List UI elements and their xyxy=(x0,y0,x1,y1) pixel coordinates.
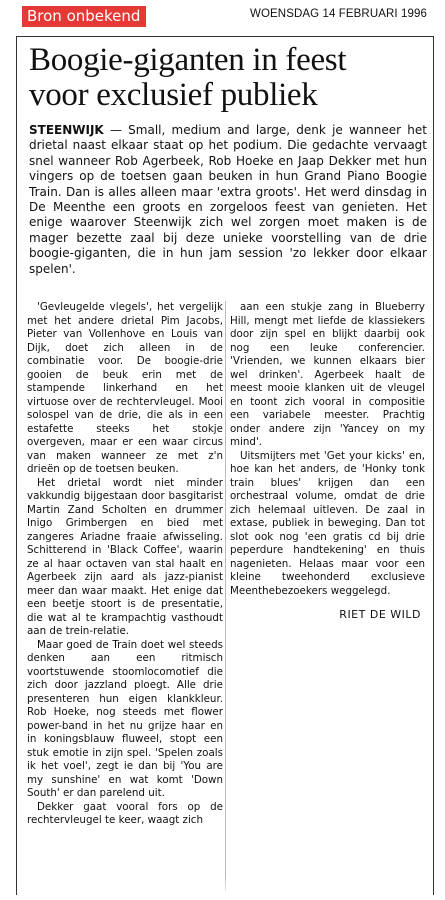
column-left xyxy=(27,301,223,828)
headline xyxy=(29,43,425,113)
source-label: Bron onbekend xyxy=(22,6,146,27)
lead-place: STEENWIJK xyxy=(29,123,104,137)
body-paragraph: 'Gevleugelde vlegels', het vergelijk met het andere drietal Pim Jacobs, Pieter van Vollenhove en Louis van Dijk, doet zich alleen in de combinatie voor. De boogie-drie gooien de beuk erin met de stampende linkerhand en het virtuose over de rechtervleugel. Mooi solospel van de drie, die als in een estafette steeks het stokje overgeven, maar er een waar circus van maken wanneer ze met z'n drieën op de toetsen beuken. xyxy=(27,301,223,475)
body-paragraph: aan een stukje zang in Blueberry Hill, mengt met liefde de klassiekers door zijn spel en blijkt daarbij ook nog een leuke conferencier. 'Vrienden, we kunnen elkaars bier wel drinken'. Agerbeek haalt de meest mooie klanken uit de vleugel en toont zich vooral in compositie een variabele meester. Prachtig onder andere zijn 'Yancey on my mind'. xyxy=(230,301,425,448)
byline: RIET DE WILD xyxy=(339,608,421,621)
headline-line-2: voor exclusief publiek xyxy=(29,77,318,113)
body-paragraph: Uitsmijters met 'Get your kicks' en, hoe kan het anders, de 'Honky tonk train blues' krijgen dan een orchestraal volume, omdat de drie zich helemaal uitleven. De zaal in extase, publiek in beweging. Dan tot slot ook nog 'een gratis cd bij drie peperdure handtekening' en thuis nagenieten. Helaas maar voor een kleine tweehonderd exclusieve Meenthebezoekers weggelegd. xyxy=(230,449,425,597)
newspaper-clipping xyxy=(16,36,434,895)
lead-paragraph xyxy=(29,123,427,277)
body-paragraph: Dekker gaat vooral fors op de rechtervleugel te keer, waagt zich xyxy=(27,800,223,826)
dateline: WOENSDAG 14 FEBRUARI 1996 xyxy=(250,8,427,20)
body-paragraph: Het drietal wordt niet minder vakkundig bijgestaan door basgitarist Martin Zand Scholten en drummer Inigo Grimbergen en bied met zangeres Ariadne fraaie afwisseling. Schitterend in 'Black Coffee', waarin ze al haar octaven van stal haalt en Agerbeek zijn aard als jazz-pianist meer dan waar maakt. Het enige dat een beetje stoort is de presentatie, die wat al te krampachtig vasthoudt aan de trein-relatie. xyxy=(27,476,223,637)
clipping-torn-edge xyxy=(17,875,433,895)
column-divider xyxy=(225,301,226,891)
body-paragraph: Maar goed de Train doet wel steeds denken aan een ritmisch voortstuwende stoomlocomotief die zich door jazzland ploegt. Alle drie presenteren hun eigen klankkleur. Rob Hoeke, nog steeds met flower power-band in het nu grijze haar en in koningsblauw fluweel, stopt een stuk emotie in zijn spel. 'Spelen zoals ik het voel', zegt ie dan bij 'You are my sunshine' en wat komt 'Down South' er dan parelend uit. xyxy=(27,638,223,799)
headline-line-1: Boogie-giganten in feest xyxy=(29,42,347,78)
column-right xyxy=(230,301,425,622)
lead-text: — Small, medium and large, denk je wanneer het drietal naast elkaar staat op het podium. Die gedachte vervaagt snel wanneer Rob Agerbeek, Rob Hoeke en Jaap Dekker met hun vingers op de toetsen gaan beuken in hun Grand Piano Boogie Train. Dan is alles alleen maar 'extra groots'. Het werd dinsdag in De Meenthe een groots en zorgeloos feest van genieten. Het enige waarover Steenwijk zich wel zorgen moet maken is de mager bezette zaal bij deze unieke voorstelling van de drie boogie-giganten, die in hun jam session 'zo lekker door elkaar spelen'. xyxy=(29,123,427,276)
